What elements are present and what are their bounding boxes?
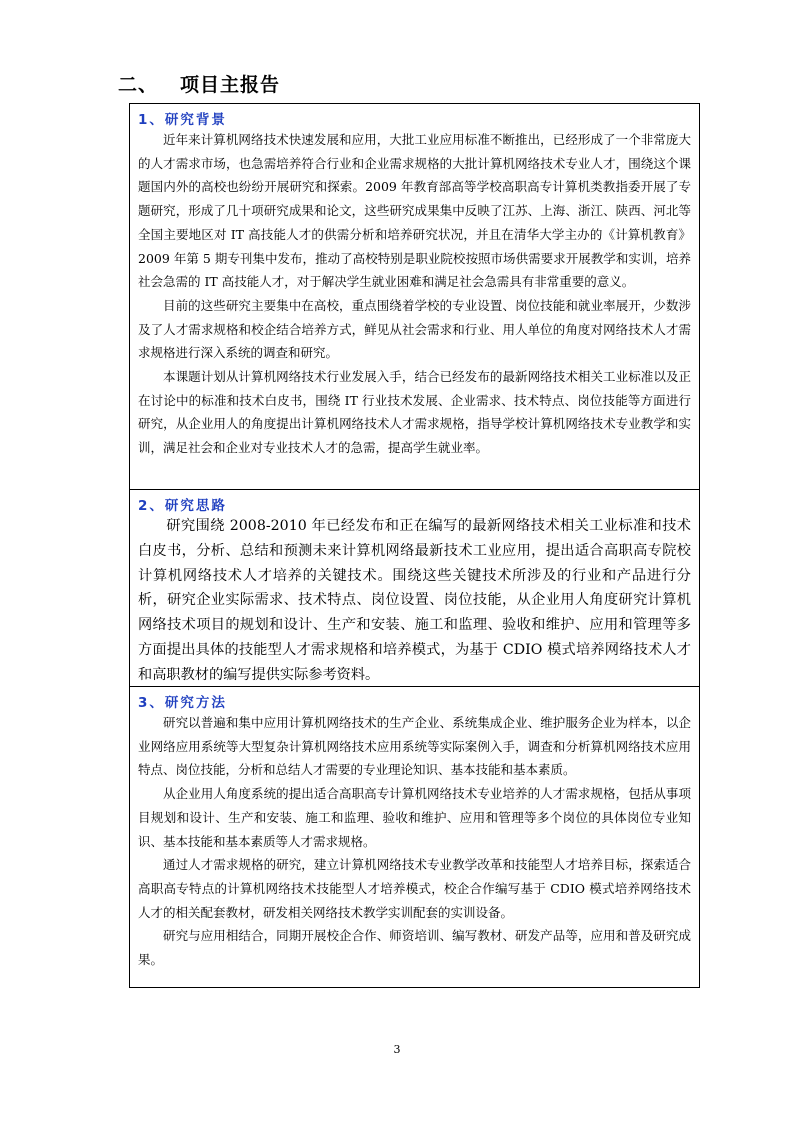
paragraph: 通过人才需求规格的研究，建立计算机网络技术专业教学改革和技能型人才培养目标，探索适合高职高专特点的计算机网络技术技能型人才培养模式，校企合作编写基于 CDIO 模式培养网络技术人才的相关配套教材，研发相关网络技术教学实训配套的实训设备。	[138, 857, 691, 920]
section-research-approach	[130, 490, 699, 687]
paragraph: 研究与应用相结合，同期开展校企合作、师资培训、编写教材、研发产品等，应用和普及研究成果。	[138, 928, 691, 968]
section-title: 1、研究背景	[138, 112, 227, 128]
paragraph: 本课题计划从计算机网络技术行业发展入手，结合已经发布的最新网络技术相关工业标准以及正在讨论中的标准和技术白皮书，围绕 IT 行业技术发展、企业需求、技术特点、岗位技能等方面进行研究，从企业用人的角度提出计算机网络技术人才需求规格，指导学校计算机网络技术专业教学和实训，满足社会和企业对专业技术人才的急需，提高学生就业率。	[138, 369, 691, 456]
section-title: 3、研究方法	[138, 695, 227, 711]
page-heading	[118, 70, 280, 97]
heading-title: 项目主报告	[180, 74, 281, 96]
section-research-background	[130, 104, 699, 490]
paragraph: 从企业用人角度系统的提出适合高职高专计算机网络技术专业培养的人才需求规格，包括从事项目规划和设计、生产和安装、施工和监理、验收和维护、应用和管理等多个岗位的具体岗位专业知识、基本技能和基本素质等人才需求规格。	[138, 786, 691, 849]
paragraph: 近年来计算机网络技术快速发展和应用，大批工业应用标准不断推出，已经形成了一个非常庞大的人才需求市场，也急需培养符合行业和企业需求规格的大批计算机网络技术专业人才，围绕这个课题国内外的高校也纷纷开展研究和探索。2009 年教育部高等学校高职高专计算机类教指委开展了专题研究，形成了几十项研究成果和论文，这些研究成果集中反映了江苏、上海、浙江、陕西、河北等全国主要地区对 IT 高技能人才的供需分析和培养研究状况，并且在清华大学主办的《计算机教育》2009 年第 5 期专刊集中发布，推动了高校特别是职业院校按照市场供需要求开展教学和实训，培养社会急需的 IT 高技能人才，对于解决学生就业困难和满足社会急需具有非常重要的意义。	[138, 132, 691, 290]
heading-number: 二、	[118, 74, 159, 96]
paragraph: 研究围绕 2008-2010 年已经发布和正在编写的最新网络技术相关工业标准和技术白皮书，分析、总结和预测未来计算机网络最新技术工业应用，提出适合高职高专院校计算机网络技术人才培养的关键技术。围绕这些关键技术所涉及的行业和产品进行分析，研究企业实际需求、技术特点、岗位设置、岗位技能，从企业用人角度研究计算机网络技术项目的规划和设计、生产和安装、施工和监理、验收和维护、应用和管理等多方面提出具体的技能型人才需求规格和培养模式，为基于 CDIO 模式培养网络技术人才和高职教材的编写提供实际参考资料。	[138, 518, 691, 683]
report-table	[129, 103, 700, 988]
page-number: 3	[393, 1043, 401, 1056]
paragraph: 研究以普遍和集中应用计算机网络技术的生产企业、系统集成企业、维护服务企业为样本，以企业网络应用系统等大型复杂计算机网络技术应用系统等实际案例入手，调查和分析算机网络技术应用特点、岗位技能，分析和总结人才需要的专业理论知识、基本技能和基本素质。	[138, 715, 691, 778]
section-research-methods	[130, 687, 699, 987]
paragraph: 目前的这些研究主要集中在高校，重点围绕着学校的专业设置、岗位技能和就业率展开，少数涉及了人才需求规格和校企结合培养方式，鲜见从社会需求和行业、用人单位的角度对网络技术人才需求规格进行深入系统的调查和研究。	[138, 297, 691, 361]
section-title: 2、研究思路	[138, 498, 227, 514]
